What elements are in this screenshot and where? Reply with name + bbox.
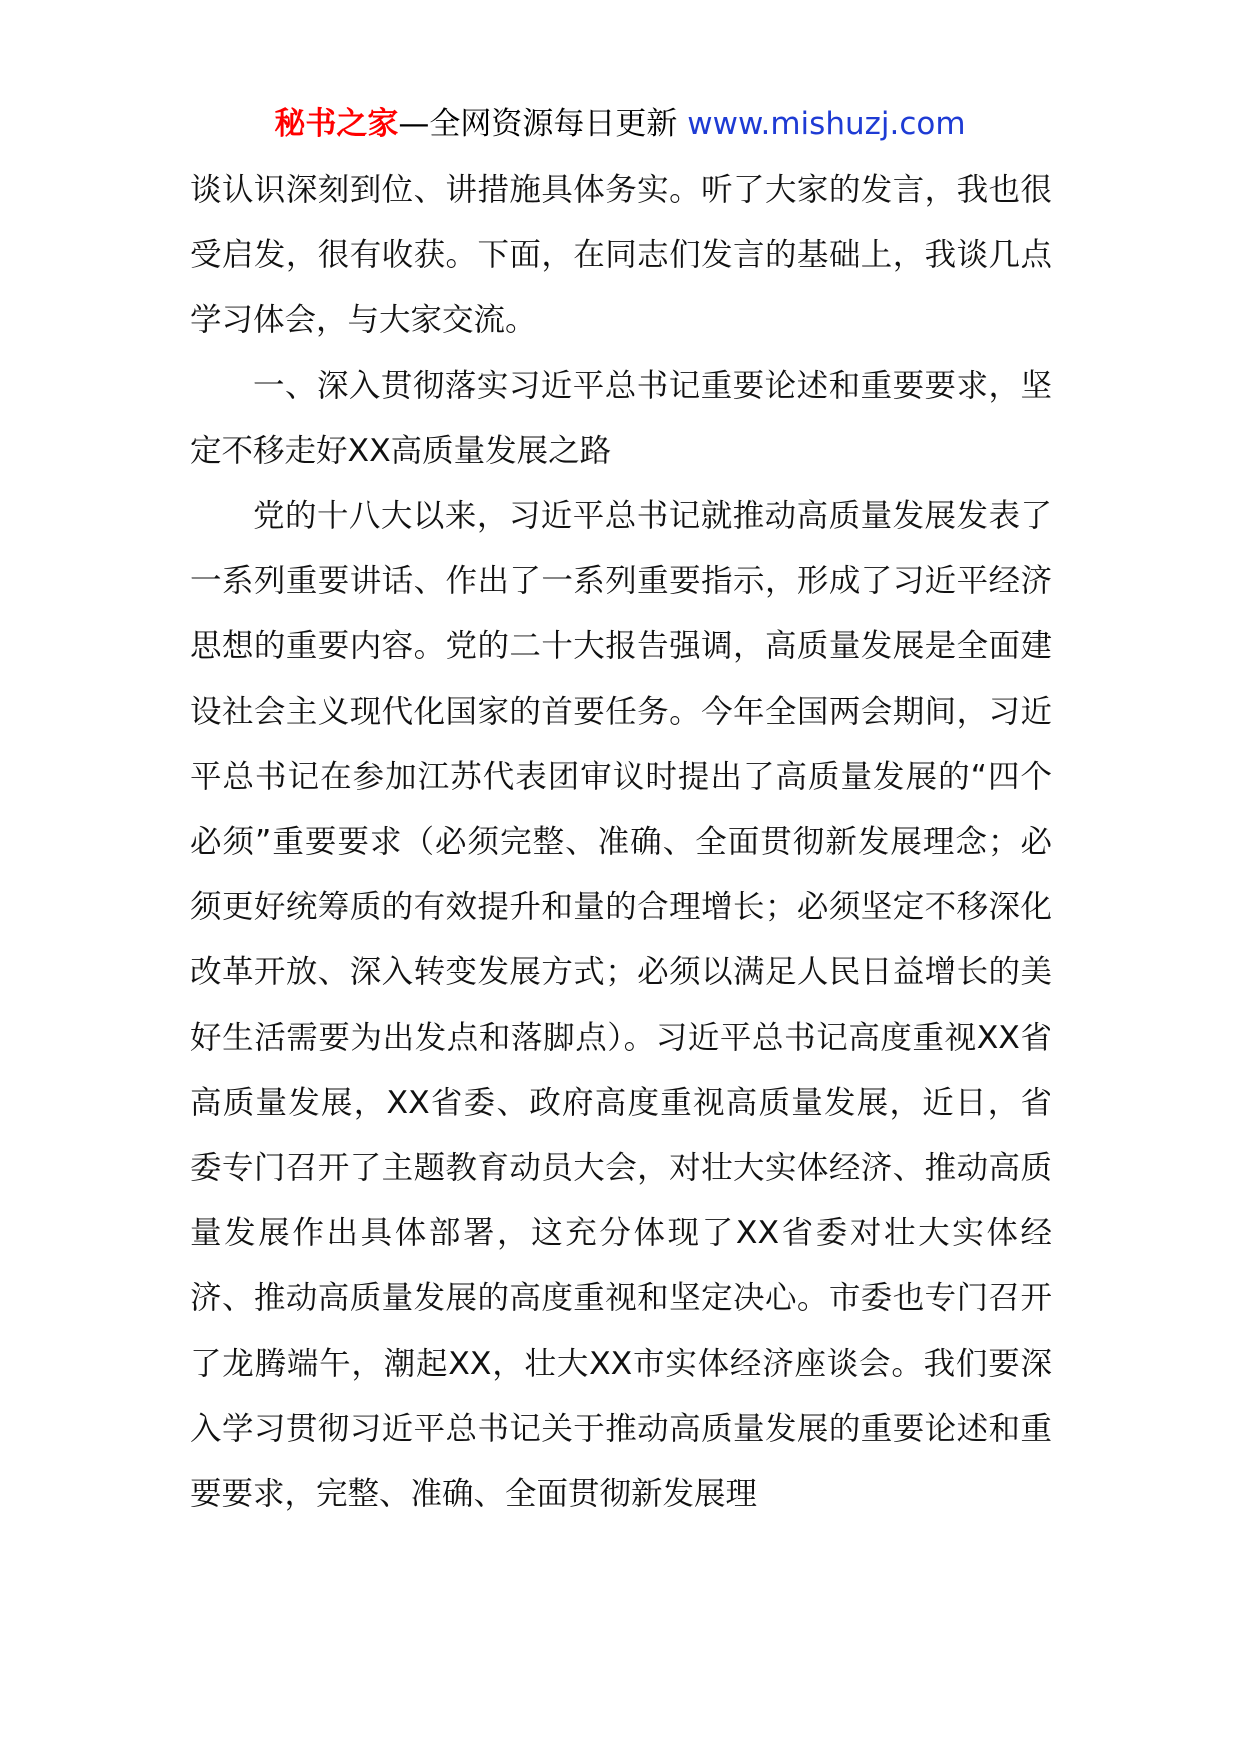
page-header [0, 100, 1240, 148]
paragraph: 党的十八大以来，习近平总书记就推动高质量发展发表了一系列重要讲话、作出了一系列重要指示，形成了习近平经济思想的重要内容。党的二十大报告强调，高质量发展是全面建设社会主义现代化国家的首要任务。今年全国两会期间，习近平总书记在参加江苏代表团审议时提出了高质量发展的“四个必须”重要要求（必须完整、准确、全面贯彻新发展理念；必须更好统筹质的有效提升和量的合理增长；必须坚定不移深化改革开放、深入转变发展方式；必须以满足人民日益增长的美好生活需要为出发点和落脚点）。习近平总书记高度重视XX省高质量发展，XX省委、政府高度重视高质量发展，近日，省委专门召开了主题教育动员大会，对壮大实体经济、推动高质量发展作出具体部署，这充分体现了XX省委对壮大实体经济、推动高质量发展的高度重视和坚定决心。市委也专门召开了龙腾端午，潮起XX，壮大XX市实体经济座谈会。我们要深入学习贯彻习近平总书记关于推动高质量发展的重要论述和重要要求，完整、准确、全面贯彻新发展理 [190, 498, 1052, 1513]
section-heading: 一、深入贯彻落实习近平总书记重要论述和重要要求，坚定不移走好XX高质量发展之路 [190, 367, 1052, 469]
document-body [190, 158, 1052, 1527]
header-slogan: —全网资源每日更新 [398, 106, 688, 142]
site-url-link[interactable]: www.mishuzj.com [687, 106, 966, 142]
brand-name: 秘书之家 [274, 106, 399, 142]
paragraph-continued: 谈认识深刻到位、讲措施具体务实。听了大家的发言，我也很受启发，很有收获。下面，在同志们发言的基础上，我谈几点学习体会，与大家交流。 [190, 172, 1052, 339]
